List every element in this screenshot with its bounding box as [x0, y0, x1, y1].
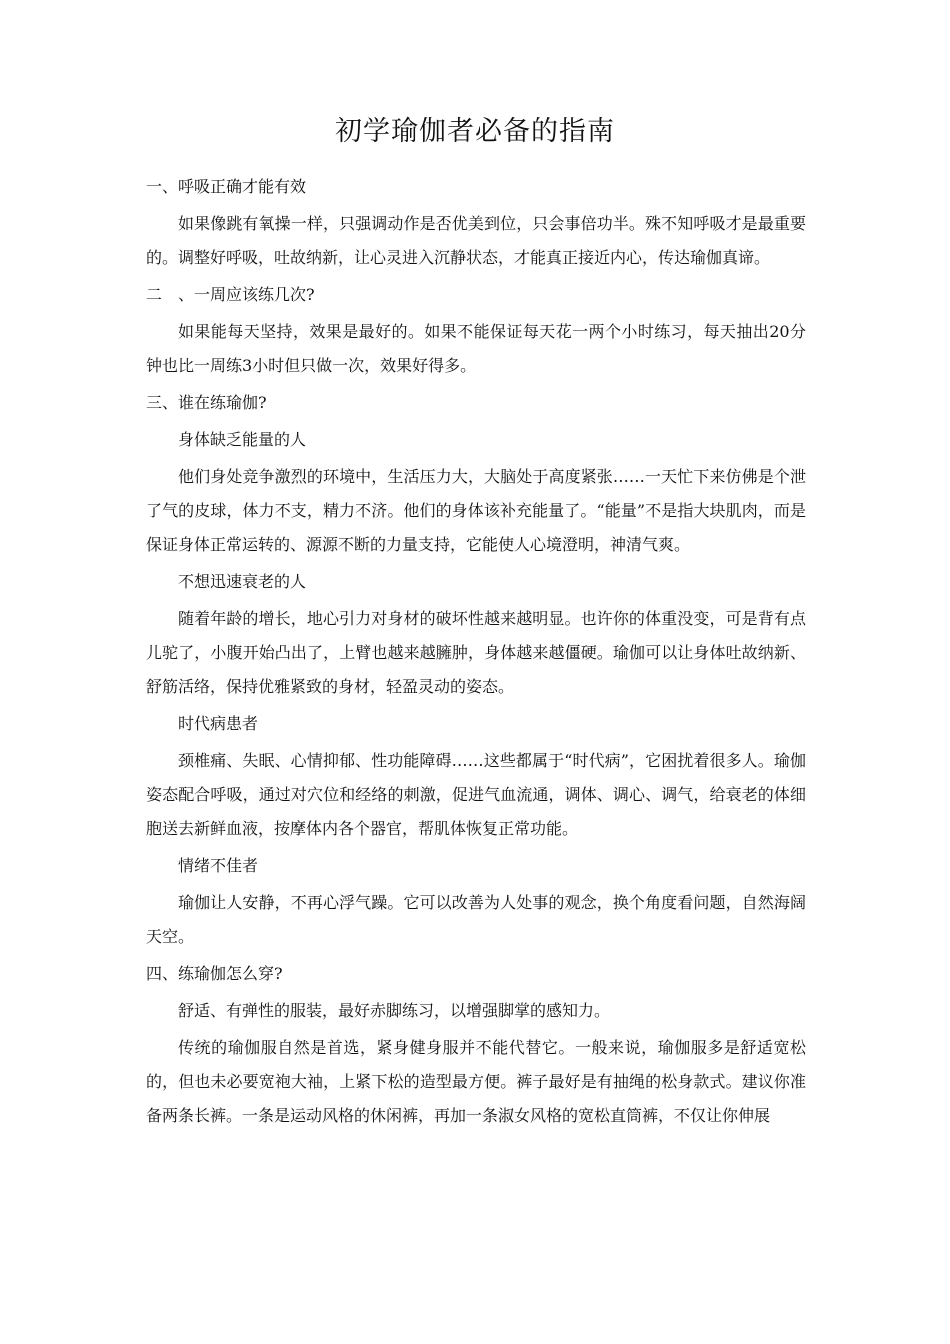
- paragraph-clothing-traditional: 传统的瑜伽服自然是首选，紧身健身服并不能代替它。一般来说，瑜伽服多是舒适宽松的，但也未必要宽袍大袖，上紧下松的造型最方便。裤子最好是有抽绳的松身款式。建议你准备两条长裤。一条是运动风格的休闲裤，再加一条淑女风格的宽松直筒裤，不仅让你伸展: [146, 1038, 806, 1125]
- paragraph-frequency: 如果能每天坚持，效果是最好的。如果不能保证每天花一两个小时练习，每天抽出20分钟也比一周练3小时但只做一次，效果好得多。: [146, 322, 806, 375]
- paragraph-clothing-comfort: 舒适、有弹性的服装，最好赤脚练习，以增强脚掌的感知力。: [178, 1001, 611, 1020]
- section-heading-frequency: 二 、一周应该练几次?: [146, 285, 315, 304]
- paragraph-bad-mood: 瑜伽让人安静，不再心浮气躁。它可以改善为人处事的观念，换个角度看问题，自然海阔天空。: [146, 893, 806, 946]
- document-body: [146, 170, 806, 1136]
- page-title: 初学瑜伽者必备的指南: [335, 116, 615, 147]
- subheading-anti-aging: 不想迅速衰老的人: [178, 572, 307, 591]
- section-heading-who-practices: 三、谁在练瑜伽?: [146, 393, 267, 412]
- subheading-bad-mood: 情绪不佳者: [178, 856, 259, 875]
- paragraph-anti-aging: 随着年龄的增长，地心引力对身材的破坏性越来越明显。也许你的体重没变，可是背有点儿驼了，小腹开始凸出了，上臂也越来越臃肿，身体越来越僵硬。瑜伽可以让身体吐故纳新、舒筋活络，保持优雅紧致的身材，轻盈灵动的姿态。: [146, 609, 806, 696]
- paragraph-low-energy: 他们身处竞争激烈的环境中，生活压力大，大脑处于高度紧张……一天忙下来仿佛是个泄了气的皮球，体力不支，精力不济。他们的身体该补充能量了。“能量”不是指大块肌肉，而是保证身体正常运转的、源源不断的力量支持，它能使人心境澄明，神清气爽。: [146, 467, 806, 554]
- section-heading-clothing: 四、练瑜伽怎么穿?: [146, 964, 283, 983]
- paragraph-modern-illness: 颈椎痛、失眠、心情抑郁、性功能障碍……这些都属于“时代病”，它困扰着很多人。瑜伽姿态配合呼吸，通过对穴位和经络的刺激，促进气血流通，调体、调心、调气，给衰老的体细胞送去新鲜血液，按摩体内各个器官，帮肌体恢复正常功能。: [146, 751, 806, 838]
- section-heading-breathing: 一、呼吸正确才能有效: [146, 177, 307, 196]
- subheading-modern-illness: 时代病患者: [178, 714, 259, 733]
- paragraph-breathing: 如果像跳有氧操一样，只强调动作是否优美到位，只会事倍功半。殊不知呼吸才是最重要的。调整好呼吸，吐故纳新，让心灵进入沉静状态，才能真正接近内心，传达瑜伽真谛。: [146, 214, 806, 267]
- subheading-low-energy: 身体缺乏能量的人: [178, 430, 307, 449]
